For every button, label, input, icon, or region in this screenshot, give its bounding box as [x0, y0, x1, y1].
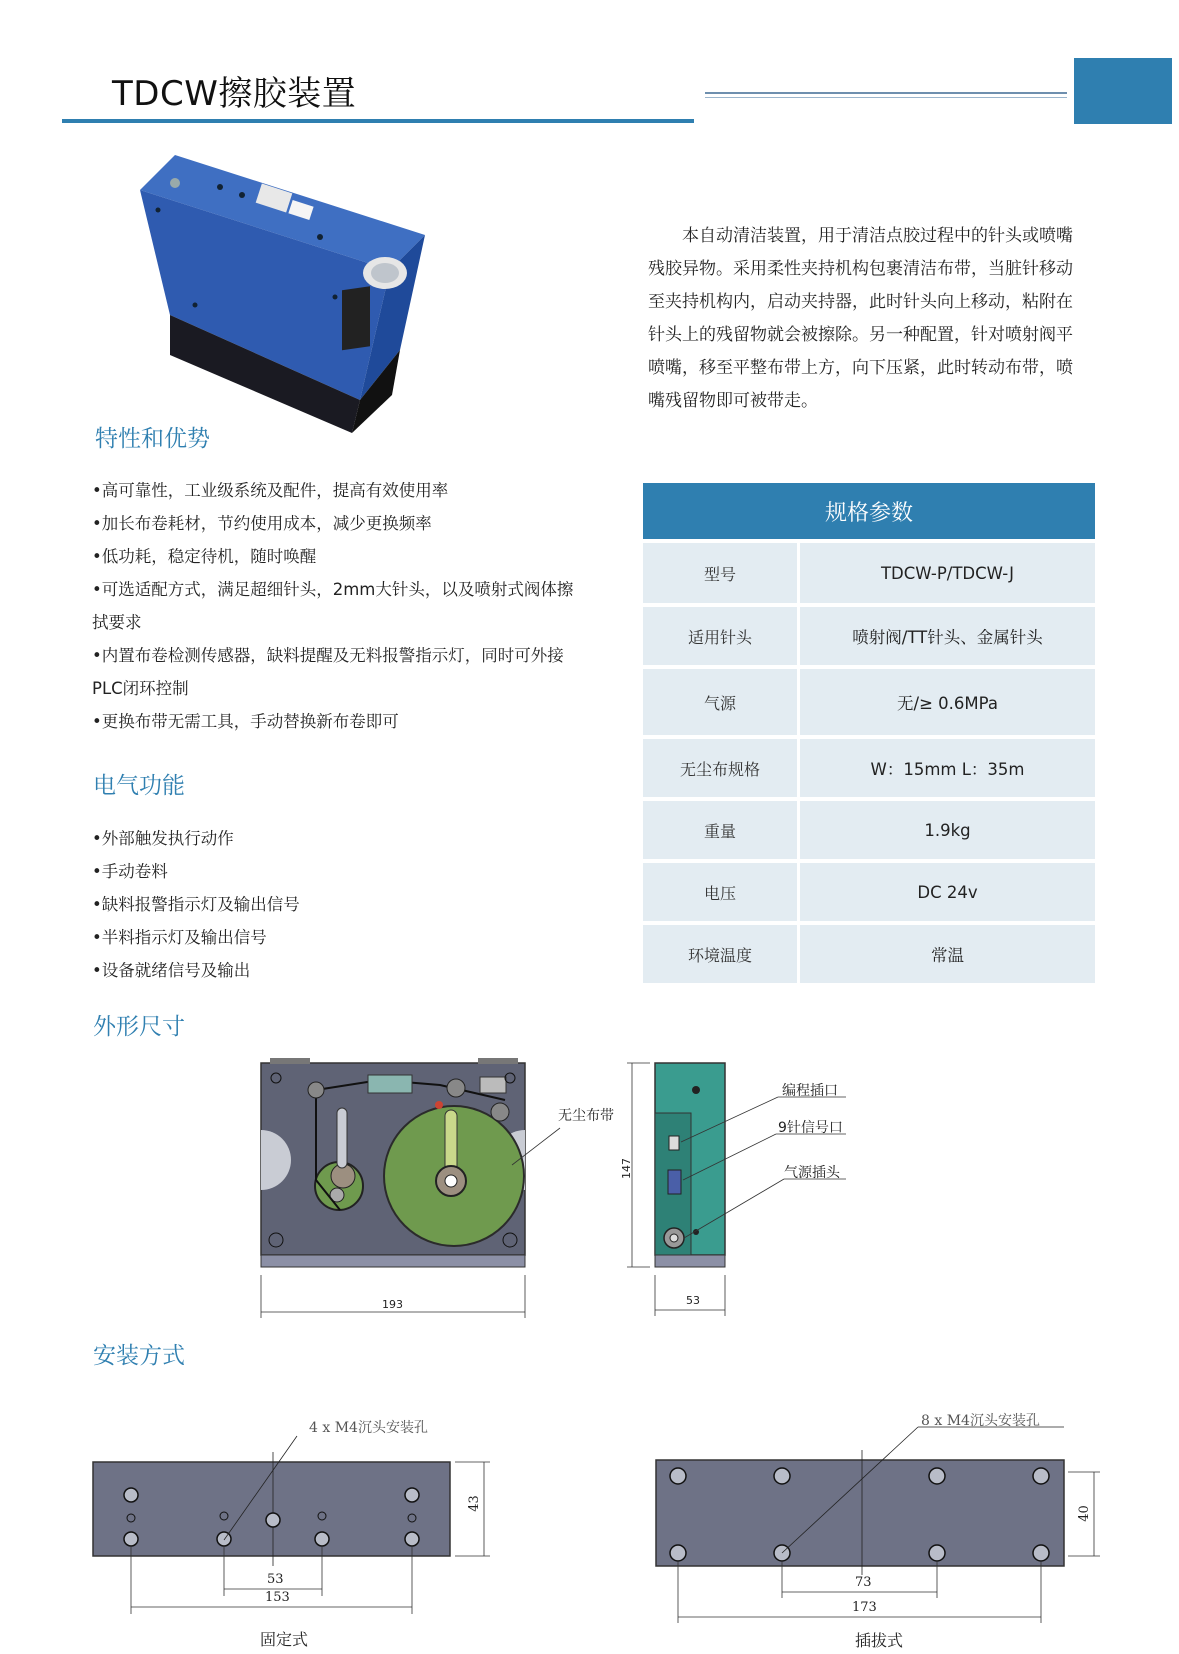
- mount-fixed-d2: 153: [265, 1590, 290, 1605]
- spec-key: 重量: [643, 801, 800, 859]
- spec-key: 无尘布规格: [643, 739, 800, 797]
- table-row: [643, 739, 1095, 797]
- mount-plugin-caption: 插拔式: [855, 1631, 904, 1650]
- spec-value: W：15mm L：35m: [870, 760, 1025, 779]
- list-item: •半料指示灯及输出信号: [92, 928, 267, 947]
- spec-value: 喷射阀/TT针头、金属针头: [852, 628, 1043, 647]
- spec-value: 无/≥ 0.6MPa: [897, 694, 998, 713]
- mount-plugin-d2: 173: [852, 1600, 877, 1615]
- spec-table: [643, 483, 1095, 983]
- table-row: [643, 607, 1095, 665]
- spec-value: 1.9kg: [924, 820, 971, 840]
- mount-fixed-holes-label: 4 x M4沉头安装孔: [309, 1420, 428, 1436]
- side-view: [627, 1063, 846, 1316]
- mount-fixed-height: 43: [466, 1495, 482, 1512]
- spec-value: TDCW-P/TDCW-J: [880, 563, 1015, 583]
- header-rule-thin: [705, 97, 1067, 98]
- mount-plugin-height: 40: [1076, 1505, 1092, 1522]
- intro-paragraph: 本自动清洁装置，用于清洁点胶过程中的针头或喷嘴残胶异物。采用柔性夹持机构包裹清洁布带，当脏针移动至夹持机构内，启动夹持器，此时针头向上移动，粘附在针头上的残留物就会被擦除。另一种配置，针对喷射阀平喷嘴，移至平整布带上方，向下压紧，此时转动布带，喷嘴残留物即可被带走。: [648, 226, 1073, 411]
- list-item: 拭要求: [92, 613, 142, 632]
- list-item: PLC闭环控制: [92, 679, 189, 698]
- product-photo: [130, 155, 460, 433]
- spec-value: 常温: [931, 946, 964, 965]
- mount-plugin-holes-label: 8 x M4沉头安装孔: [921, 1413, 1040, 1429]
- electrical-heading: 电气功能: [93, 773, 185, 799]
- dimensions-heading: 外形尺寸: [93, 1014, 185, 1040]
- header-accent-block: [1074, 58, 1172, 124]
- dim-height: 147: [620, 1158, 633, 1179]
- list-item: •高可靠性，工业级系统及配件，提高有效使用率: [92, 481, 449, 500]
- spec-table-heading: 规格参数: [643, 483, 1095, 539]
- electrical-list: [92, 822, 300, 987]
- mount-fixed-caption: 固定式: [260, 1630, 309, 1649]
- spec-key: 环境温度: [643, 925, 800, 983]
- features-heading: 特性和优势: [95, 426, 210, 452]
- mount-plugin-d1: 73: [855, 1575, 872, 1590]
- mount-fixed-view: [93, 1436, 490, 1614]
- list-item: •手动卷料: [92, 862, 168, 881]
- table-row: [643, 543, 1095, 603]
- table-row: [643, 801, 1095, 859]
- page-title: TDCW擦胶装置: [112, 74, 357, 114]
- table-row: [643, 669, 1095, 735]
- list-item: •更换布带无需工具，手动替换新布卷即可: [92, 712, 399, 731]
- spec-key: 电压: [643, 863, 800, 921]
- table-row: [643, 863, 1095, 921]
- mounting-heading: 安装方式: [93, 1343, 185, 1369]
- list-item: •加长布卷耗材，节约使用成本，减少更换频率: [92, 514, 432, 533]
- dim-depth: 53: [686, 1294, 700, 1307]
- list-item: •设备就绪信号及输出: [92, 961, 251, 980]
- label-air-plug: 气源插头: [784, 1165, 840, 1181]
- features-list: [92, 474, 573, 738]
- front-view: [261, 1058, 560, 1318]
- list-item: •内置布卷检测传感器，缺料提醒及无料报警指示灯，同时可外接: [92, 646, 564, 665]
- spec-key: 型号: [643, 543, 800, 603]
- spec-value: DC 24v: [917, 882, 978, 902]
- list-item: •外部触发执行动作: [92, 829, 234, 848]
- label-programming-port: 编程插口: [782, 1083, 838, 1099]
- spec-key: 适用针头: [643, 607, 800, 665]
- list-item: •缺料报警指示灯及输出信号: [92, 895, 300, 914]
- title-underline: [62, 119, 694, 123]
- header-rule: [705, 92, 1067, 94]
- table-row: [643, 925, 1095, 983]
- label-cloth-tape: 无尘布带: [558, 1108, 614, 1124]
- label-9pin-port: 9针信号口: [778, 1120, 843, 1136]
- spec-key: 气源: [643, 669, 800, 735]
- mount-fixed-d1: 53: [267, 1572, 284, 1587]
- mount-plugin-view: [656, 1427, 1100, 1623]
- list-item: •低功耗，稳定待机，随时唤醒: [92, 547, 317, 566]
- dim-width: 193: [382, 1298, 403, 1311]
- list-item: •可选适配方式，满足超细针头，2mm大针头，以及喷射式阀体擦: [92, 580, 574, 599]
